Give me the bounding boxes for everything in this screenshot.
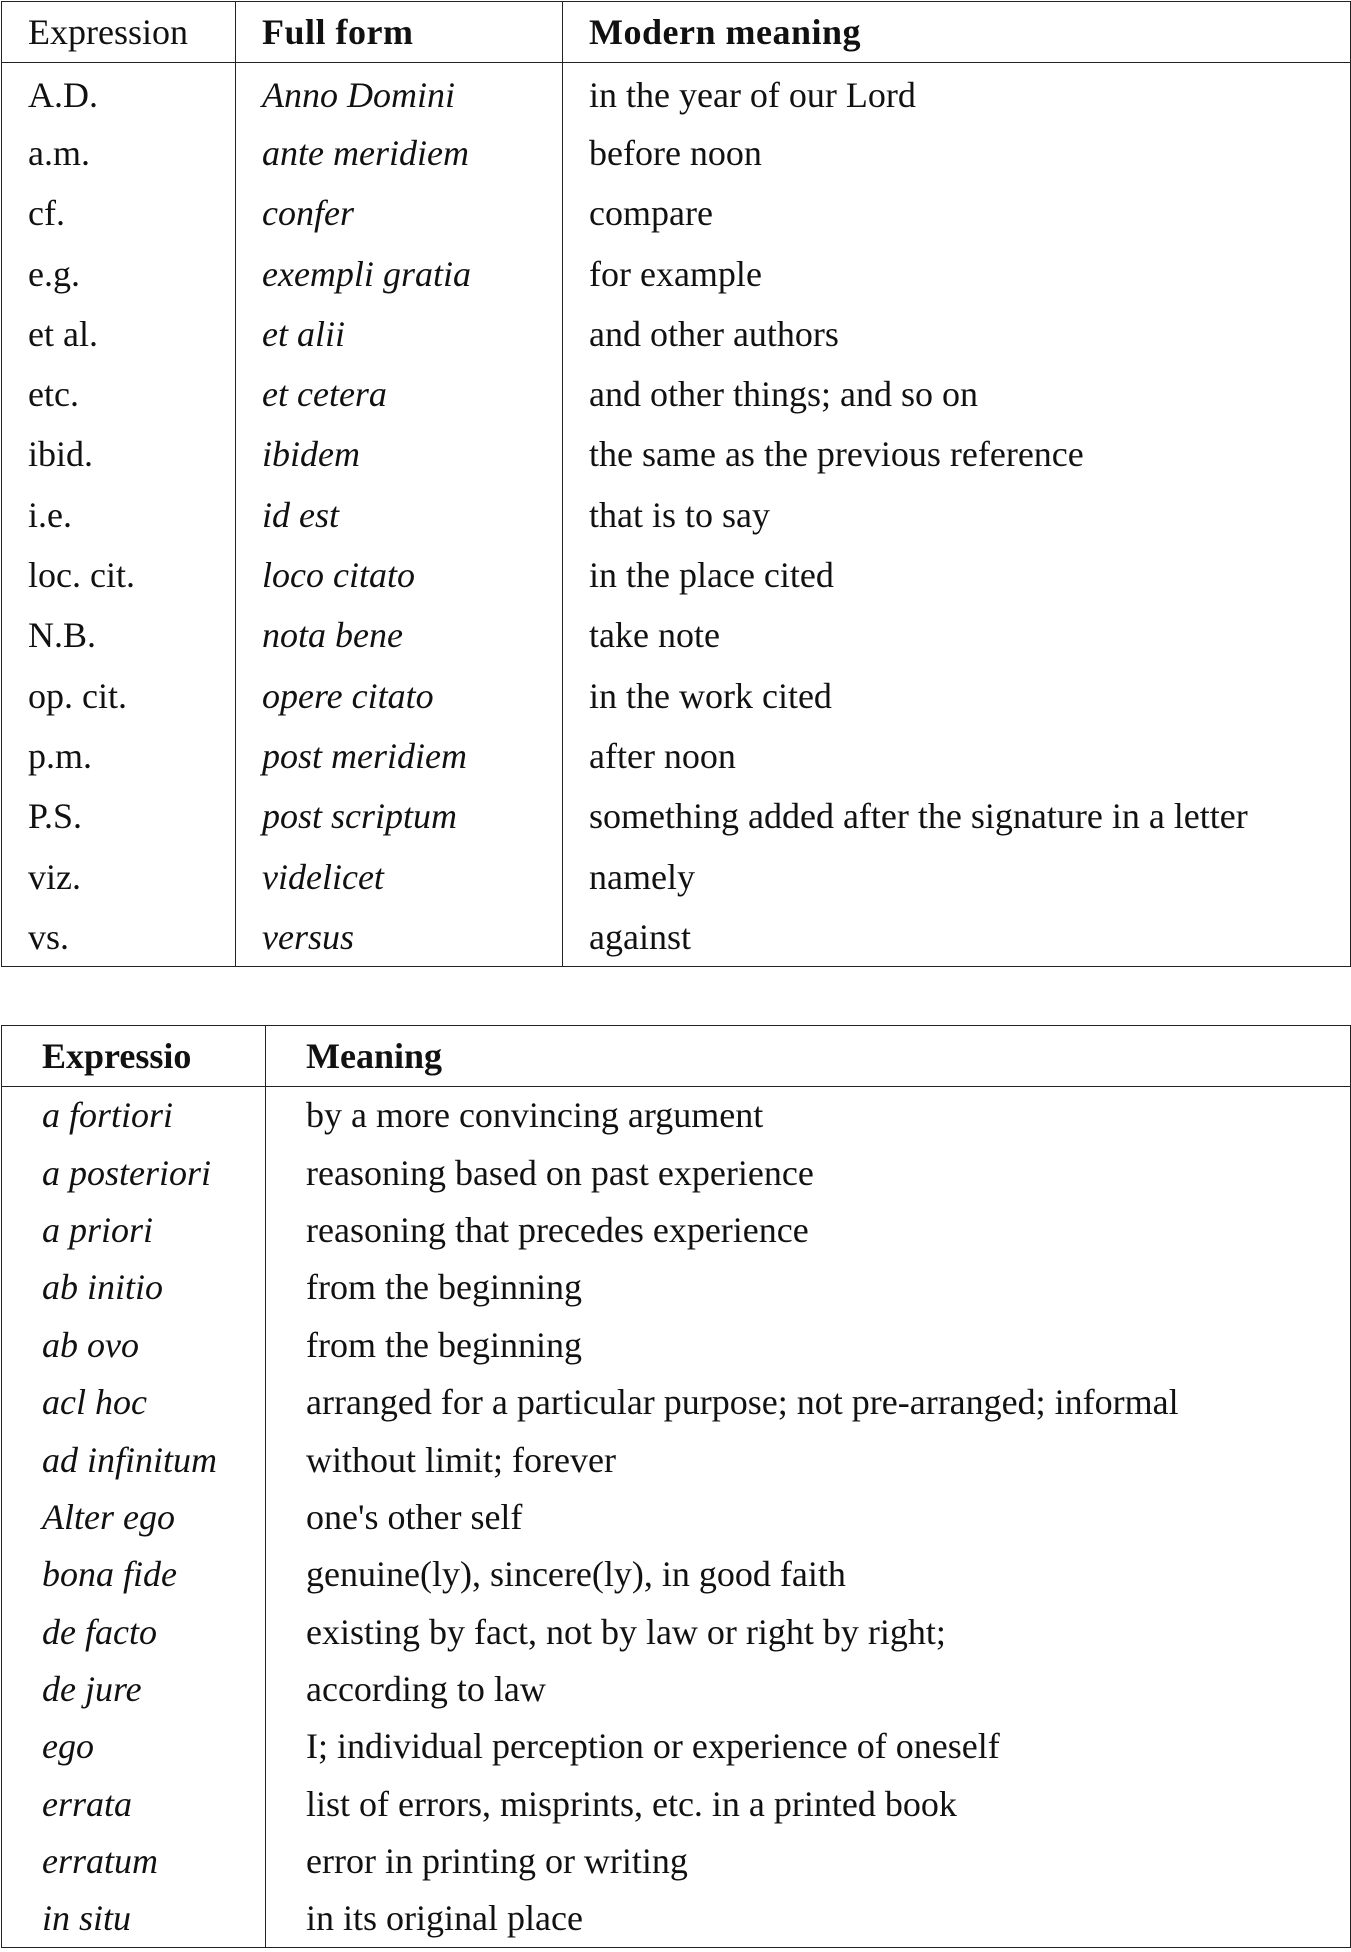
abbreviation-cell: vs. [2,907,236,967]
meaning-cell: by a more convincing argument [306,1095,764,1136]
meaning-cell: list of errors, misprints, etc. in a printed book [306,1783,957,1824]
meaning-cell: in the work cited [589,675,832,716]
table-row [2,665,1351,725]
expression-cell: errata [2,1775,266,1832]
full-form-cell: ibidem [236,424,563,484]
header-full-form: Full form [236,2,563,63]
table-row [2,545,1351,605]
meaning-cell: and other things; and so on [589,374,978,415]
table-row [2,364,1351,424]
meaning-cell: from the beginning [306,1324,582,1365]
meaning-cell: one's other self [306,1496,523,1537]
latin-expressions-table [1,1025,1351,1948]
header-modern-meaning: Modern meaning [563,2,1351,63]
table-row [2,1546,1351,1603]
meaning-cell: genuine(ly), sincere(ly), in good faith [306,1554,846,1595]
expression-cell: in situ [2,1890,266,1947]
meaning-cell: existing by fact, not by law or right by right; [306,1611,946,1652]
meaning-cell: reasoning that precedes experience [306,1209,809,1250]
expression-cell: ego [2,1718,266,1775]
expression-cell: a posteriori [2,1144,266,1201]
full-form-cell: ante meridiem [236,123,563,183]
expression-cell: bona fide [2,1546,266,1603]
full-form-cell: post scriptum [236,786,563,846]
meaning-cell: reasoning based on past experience [306,1152,814,1193]
full-form-cell: Anno Domini [236,63,563,123]
table-row [2,183,1351,243]
abbreviation-cell: P.S. [2,786,236,846]
meaning-cell: that is to say [589,494,770,535]
table-row [2,123,1351,183]
table-row [2,907,1351,967]
meaning-cell: before noon [589,132,762,173]
meaning-cell: in the year of our Lord [589,74,916,115]
full-form-cell: nota bene [236,605,563,665]
table-row [2,1201,1351,1258]
abbreviation-cell: i.e. [2,485,236,545]
meaning-cell: the same as the previous reference [589,434,1084,475]
table-row [2,1144,1351,1201]
table-row [2,1087,1351,1144]
abbreviation-cell: op. cit. [2,665,236,725]
expression-cell: de facto [2,1603,266,1660]
table-row [2,1833,1351,1890]
abbreviation-cell: ibid. [2,424,236,484]
meaning-cell: I; individual perception or experience of oneself [306,1726,1000,1767]
expression-cell: Alter ego [2,1488,266,1545]
full-form-cell: et alii [236,304,563,364]
table-row [2,1775,1351,1832]
table-row [2,1603,1351,1660]
table-row [2,304,1351,364]
meaning-cell: without limit; forever [306,1439,616,1480]
expression-cell: a fortiori [2,1087,266,1144]
header-meaning: Meaning [266,1026,1351,1087]
abbreviation-cell: et al. [2,304,236,364]
full-form-cell: loco citato [236,545,563,605]
table-row [2,1488,1351,1545]
table-row [2,1890,1351,1947]
table-row [2,605,1351,665]
expression-cell: acl hoc [2,1373,266,1430]
meaning-cell: from the beginning [306,1267,582,1308]
meaning-cell: for example [589,253,762,294]
abbreviation-cell: N.B. [2,605,236,665]
full-form-cell: id est [236,485,563,545]
full-form-cell: confer [236,183,563,243]
table-header-row [2,2,1351,63]
meaning-cell: arranged for a particular purpose; not pre-arranged; informal [306,1382,1179,1423]
meaning-cell: in the place cited [589,555,834,596]
table-row [2,786,1351,846]
abbreviation-cell: cf. [2,183,236,243]
full-form-cell: exempli gratia [236,243,563,303]
full-form-cell: post meridiem [236,726,563,786]
full-form-cell: versus [236,907,563,967]
expression-cell: ab initio [2,1259,266,1316]
table-row [2,63,1351,123]
abbreviation-cell: A.D. [2,63,236,123]
meaning-cell: namely [589,856,695,897]
abbreviation-cell: viz. [2,846,236,906]
header-expression: Expression [2,2,236,63]
table-row [2,424,1351,484]
expression-cell: de jure [2,1660,266,1717]
abbreviation-cell: loc. cit. [2,545,236,605]
abbreviation-cell: p.m. [2,726,236,786]
meaning-cell: in its original place [306,1898,583,1939]
meaning-cell: against [589,916,691,957]
meaning-cell: something added after the signature in a letter [589,796,1248,837]
table-row [2,726,1351,786]
expression-cell: ad infinitum [2,1431,266,1488]
meaning-cell: after noon [589,735,736,776]
table-row [2,1316,1351,1373]
table-row [2,1718,1351,1775]
table-header-row [2,1026,1351,1087]
full-form-cell: opere citato [236,665,563,725]
abbreviations-table [1,1,1351,967]
table-row [2,1373,1351,1430]
full-form-cell: et cetera [236,364,563,424]
meaning-cell: according to law [306,1669,546,1710]
table-row [2,846,1351,906]
meaning-cell: take note [589,615,720,656]
meaning-cell: error in printing or writing [306,1841,688,1882]
abbreviation-cell: etc. [2,364,236,424]
table-row [2,1660,1351,1717]
table-row [2,243,1351,303]
table-row [2,485,1351,545]
meaning-cell: compare [589,193,713,234]
expression-cell: a priori [2,1201,266,1258]
full-form-cell: videlicet [236,846,563,906]
abbreviation-cell: a.m. [2,123,236,183]
expression-cell: erratum [2,1833,266,1890]
table-row [2,1431,1351,1488]
meaning-cell: and other authors [589,313,839,354]
abbreviation-cell: e.g. [2,243,236,303]
expression-cell: ab ovo [2,1316,266,1373]
header-expressio: Expressio [2,1026,266,1087]
table-row [2,1259,1351,1316]
